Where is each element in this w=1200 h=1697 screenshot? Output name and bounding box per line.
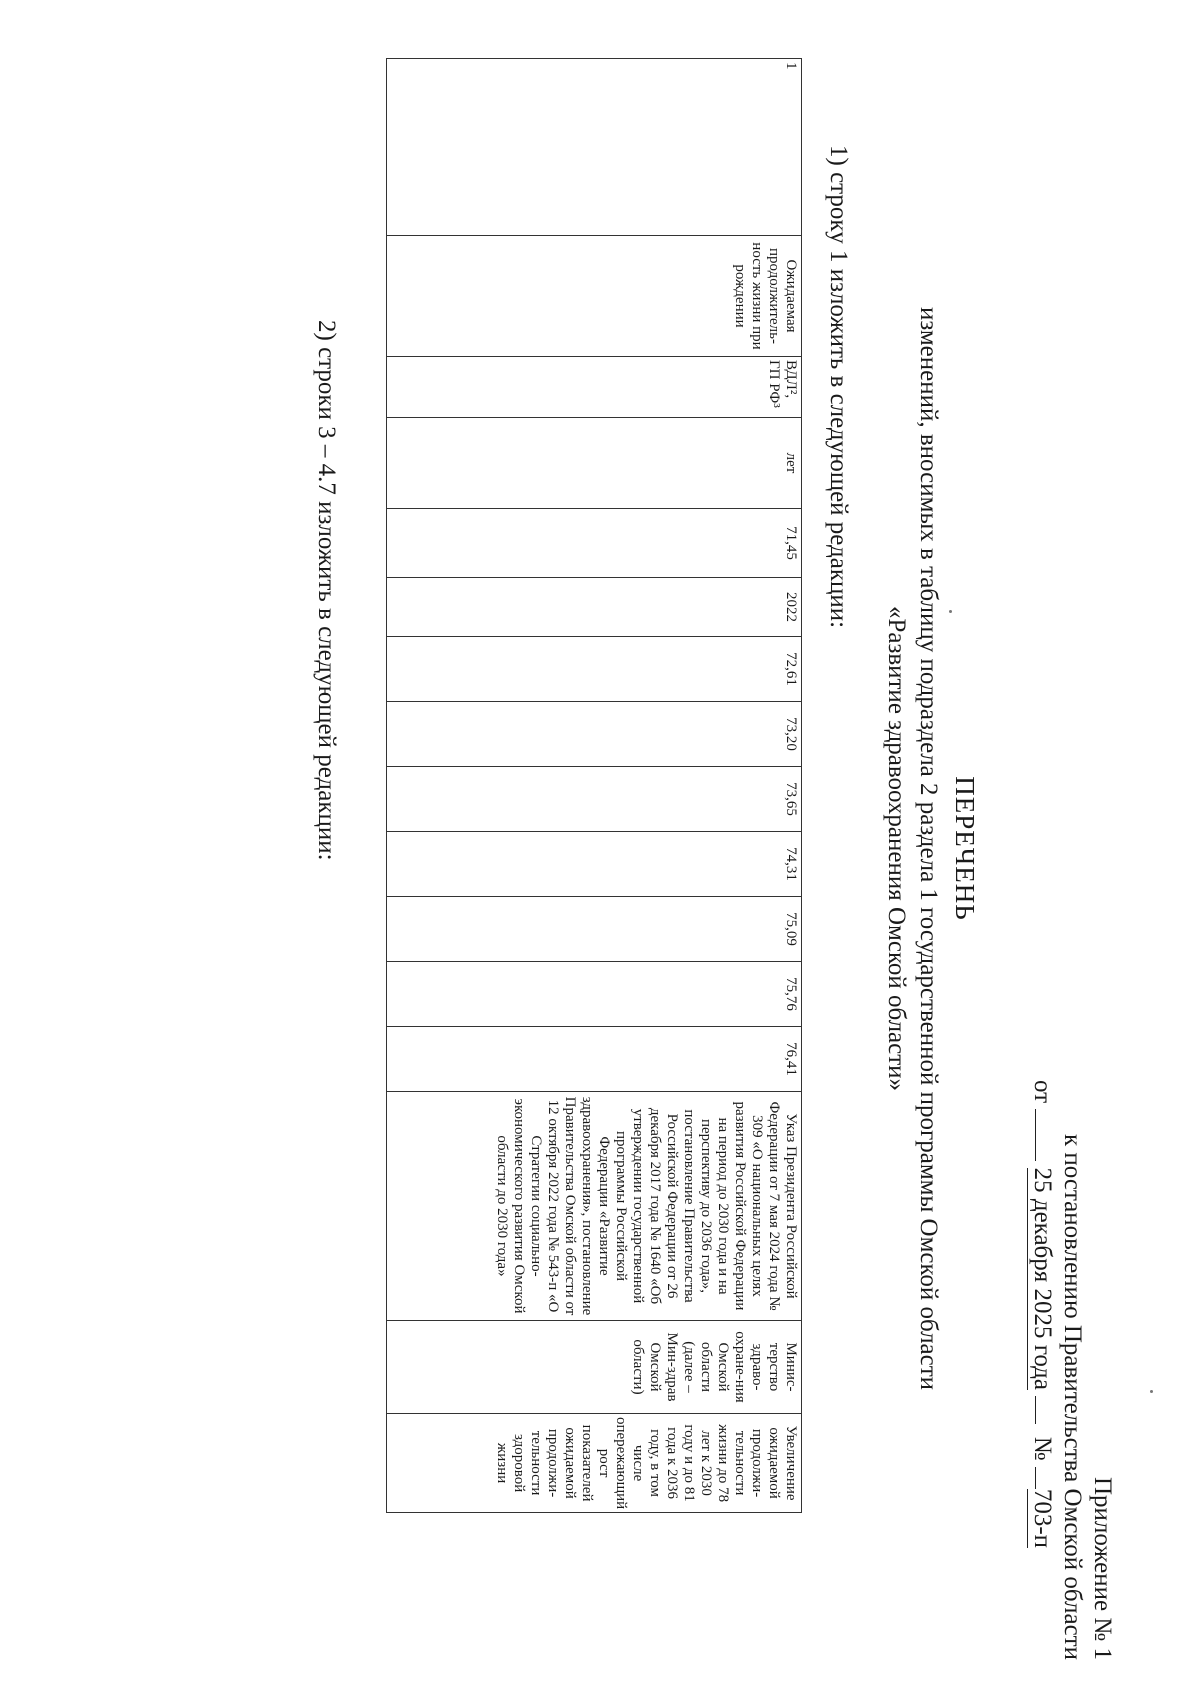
instruction-item-1: 1) строку 1 изложить в следующей редакции:: [825, 145, 852, 629]
value-cell: 74,31: [387, 832, 802, 897]
annex-number: Приложение № 1: [1089, 1476, 1116, 1660]
value-cell: 73,65: [387, 767, 802, 832]
annex-date-number: [1027, 1080, 1056, 1660]
annex-reference: к постановлению Правительства Омской области: [1059, 1133, 1086, 1660]
document-subtitle: изменений, вносимых в таблицу подраздела 2 раздела 1 государственной программы Омской области: [915, 306, 942, 1391]
unit: лет: [387, 418, 802, 509]
instruction-item-2: 2) строки 3 – 4.7 изложить в следующей редакции:: [313, 320, 340, 861]
table-row: [387, 59, 802, 1513]
value-cell: 72,61: [387, 637, 802, 702]
scan-speck: [949, 610, 952, 613]
annex-from: от: [1029, 1080, 1056, 1104]
annex-number-sign: №: [1029, 1436, 1056, 1461]
indicator-source: ВДЛ², ГП РФ³: [387, 357, 802, 418]
base-value: 71,45: [387, 509, 802, 578]
value-cell: 75,76: [387, 962, 802, 1027]
annex-date: 25 декабря 2025 года: [1029, 1167, 1056, 1390]
value-cell: 73,20: [387, 702, 802, 767]
value-cell: 75,09: [387, 897, 802, 962]
responsible-body: Минис-терство здраво-охране-ния Омской области (далее – Мин-здрав Омской области): [387, 1321, 802, 1414]
program-name: «Развитие здравоохранения Омской области»: [883, 605, 910, 1092]
row-number: 1: [387, 59, 802, 236]
annex-doc-number: 703-п: [1029, 1488, 1056, 1549]
scan-speck: [1150, 1390, 1153, 1393]
legal-basis: Указ Президента Российской Федерации от 7 мая 2024 года № 309 «О национальных целях развития Российской Федерации на период до 2030 года и на перспективу до 2036 года», постановление Правительства Российской Федерации от 26 декабря 2017 года № 1640 «Об утверждении государственной программы Российской Федерации «Развитие здравоохранения», постановление Правительства Омской области от 12 октября 2022 года № 543-п «О Стратегии социально-экономического развития Омской области до 2030 года»: [387, 1092, 802, 1321]
document-heading: ПЕРЕЧЕНЬ: [950, 776, 980, 921]
base-year: 2022: [387, 578, 802, 637]
value-cell: 76,41: [387, 1027, 802, 1092]
changes-table: [386, 58, 802, 1513]
indicator-name: Ожидаемая продолжитель-ность жизни при рождении: [387, 236, 802, 357]
national-goal: Увеличение ожидаемой продолжи-тельности жизни до 78 лет к 2030 году и до 81 года к 2036 году, в том числе опережающий рост показателей ожидаемой продолжи-тельности здоровой жизни: [387, 1414, 802, 1513]
